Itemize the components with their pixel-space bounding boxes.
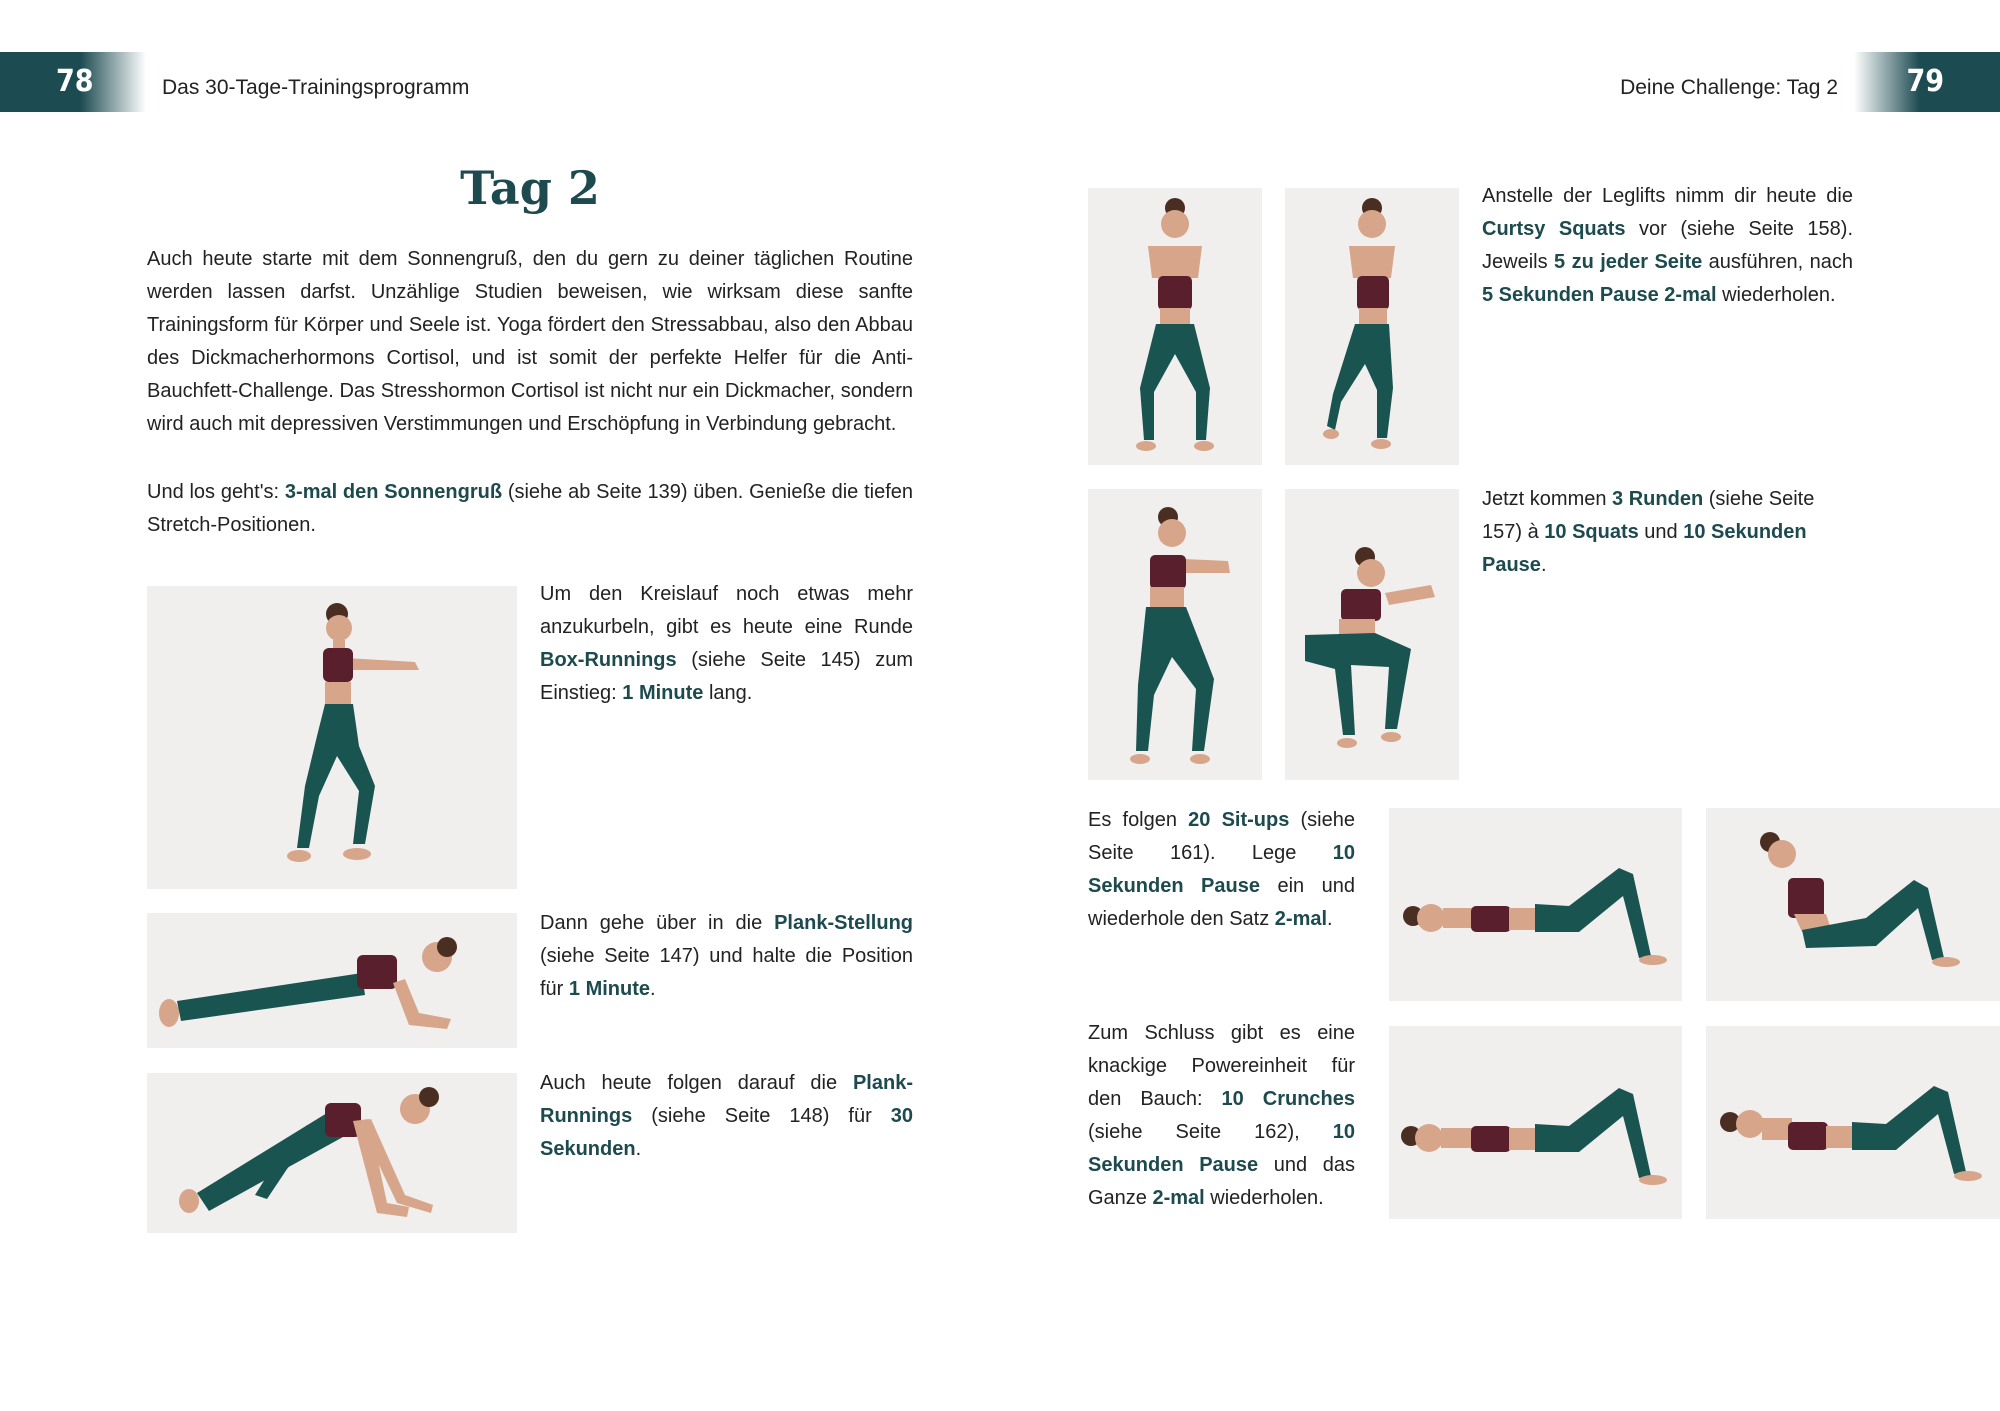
page-number-tab-left (0, 52, 146, 112)
plank-running-paragraph: Auch heute folgen darauf die Plank-Runnings (siehe Seite 148) für 30 Sekunden. (540, 1072, 913, 1160)
page-number-tab-right (1854, 52, 2000, 112)
curtsy-squat-photo-1 (1088, 188, 1262, 465)
page-number-left: 78 (56, 64, 94, 99)
plank-photo (147, 913, 517, 1048)
box-running-photo (147, 586, 517, 889)
running-head-left: Das 30-Tage-Trainingsprogramm (162, 76, 470, 99)
sun-salutation-paragraph: Und los geht's: 3-mal den Sonnengruß (siehe ab Seite 139) üben. Genieße die tiefen Stretch-Positionen. (147, 481, 913, 536)
running-head-right: Deine Challenge: Tag 2 (1620, 76, 1838, 99)
crunches-paragraph: Zum Schluss gibt es eine knackige Powereinheit für den Bauch: 10 Crunches (siehe Seite 162), 10 Sekunden Pause und das Ganze 2-mal wiederholen. (1088, 1022, 1356, 1209)
page-title: Tag 2 (460, 161, 600, 215)
crunch-photo-2 (1706, 1026, 2000, 1219)
curtsy-paragraph: Anstelle der Leglifts nimm dir heute die Curtsy Squats vor (siehe Seite 158). Jeweils 5 zu jeder Seite ausführen, nach 5 Sekunden Pause 2-mal wiederholen. (1482, 185, 1854, 306)
curtsy-squat-photo-2 (1285, 188, 1459, 465)
page-number-right: 79 (1906, 64, 1944, 99)
squats-paragraph: Jetzt kommen 3 Runden (siehe Seite 157) à 10 Squats und 10 Sekunden Pause. (1482, 488, 1815, 576)
plank-running-photo (147, 1073, 517, 1233)
plank-paragraph: Dann gehe über in die Plank-Stellung (siehe Seite 147) und halte die Position für 1 Minute. (540, 912, 913, 1000)
box-running-paragraph: Um den Kreislauf noch etwas mehr anzukurbeln, gibt es heute eine Runde Box-Runnings (siehe Seite 145) zum Einstieg: 1 Minute lang. (540, 583, 913, 704)
squat-photo-2 (1285, 489, 1459, 780)
situp-photo-1 (1389, 808, 1682, 1001)
squat-photo-1 (1088, 489, 1262, 780)
crunch-photo-1 (1389, 1026, 1682, 1219)
situp-photo-2 (1706, 808, 2000, 1001)
situps-paragraph: Es folgen 20 Sit-ups (siehe Seite 161). Lege 10 Sekunden Pause ein und wiederhole den Satz 2-mal. (1088, 809, 1355, 930)
intro-paragraph: Auch heute starte mit dem Sonnengruß, den du gern zu deiner täglichen Routine werden lassen darfst. Unzählige Studien beweisen, wie wirksam diese sanfte Trainingsform für Körper und Seele ist. Yoga fördert den Stressabbau, also den Abbau des Dickmacherhormons Cortisol, und ist somit der perfekte Helfer für die Anti-Bauchfett-Challenge. Das Stresshormon Cortisol ist nicht nur ein Dickmacher, sondern wird auch mit depressiven Verstimmungen und Erschöpfung in Verbindung gebracht. (147, 248, 913, 435)
